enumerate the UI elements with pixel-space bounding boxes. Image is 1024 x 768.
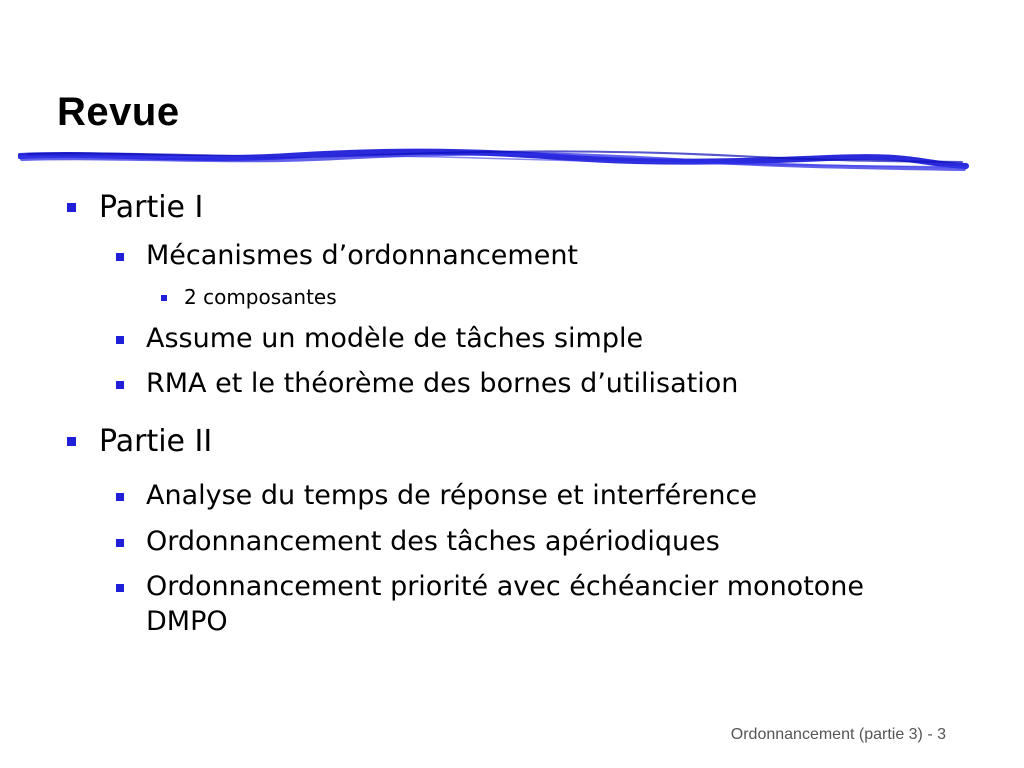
square-bullet-icon (116, 381, 124, 389)
square-bullet-icon (116, 584, 124, 592)
outline-item-label: Ordonnancement priorité avec échéancier monotone (146, 571, 865, 602)
outline-item-label: Ordonnancement des tâches apériodiques (146, 526, 720, 557)
slide-footer: Ordonnancement (partie 3) - 3 (730, 726, 946, 743)
square-bullet-icon (116, 493, 124, 501)
outline-item-label: Assume un modèle de tâches simple (146, 323, 644, 354)
square-bullet-icon (116, 253, 124, 261)
outline-item-label: Mécanismes d’ordonnancement (146, 240, 579, 271)
outline-item-label: Analyse du temps de réponse et interférence (146, 480, 757, 511)
square-bullet-icon (161, 295, 167, 301)
square-bullet-icon (116, 539, 124, 547)
square-bullet-icon (67, 437, 76, 446)
outline-item-label: 2 composantes (184, 285, 337, 309)
square-bullet-icon (116, 336, 124, 344)
square-bullet-icon (67, 203, 76, 212)
outline-item-label: RMA et le théorème des bornes d’utilisation (146, 368, 739, 399)
outline-item-continuation: DMPO (146, 606, 228, 637)
outline-item-label: Partie II (99, 424, 213, 459)
outline-item-label: Partie I (99, 190, 204, 225)
title-underline-rule (18, 146, 970, 180)
slide-title: Revue (57, 90, 180, 134)
